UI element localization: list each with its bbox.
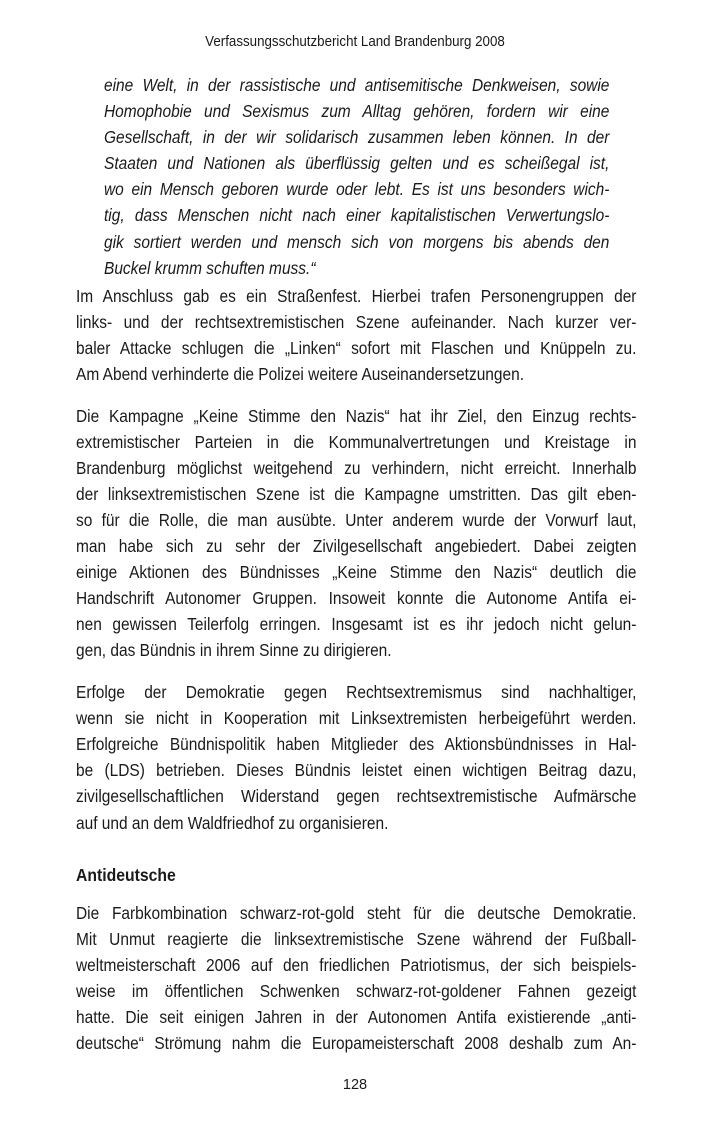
text-line: Erfolgreiche Bündnispolitik haben Mitglieder des Aktionsbündnisses in Hal-	[76, 734, 637, 755]
text-line: Im Anschluss gab es ein Straßenfest. Hierbei trafen Personengruppen der	[76, 285, 637, 306]
text-line: deutsche“ Strömung nahm die Europameisterschaft 2008 deshalb zum An-	[76, 1033, 637, 1054]
text-line: Die Farbkombination schwarz-rot-gold steht für die deutsche Demokratie.	[76, 902, 637, 923]
paragraph-antideutsche	[76, 900, 636, 1057]
text-line: Erfolge der Demokratie gegen Rechtsextremismus sind nachhaltiger,	[76, 682, 637, 703]
text-line: Handschrift Autonomer Gruppen. Insoweit konnte die Autonome Antifa ei-	[76, 588, 637, 609]
text-line: baler Attacke schlugen die „Linken“ sofort mit Flaschen und Knüppeln zu.	[76, 337, 637, 358]
page-number: 128	[342, 1077, 368, 1093]
text-line: extremistischer Parteien in die Kommunalvertretungen und Kreistage in	[76, 431, 637, 452]
text-line: weltmeisterschaft 2006 auf den friedlichen Patriotismus, der sich beispiels-	[76, 954, 637, 975]
quote-line: Buckel krumm schuften muss.“	[104, 257, 316, 278]
text-line: weise im öffentlichen Schwenken schwarz-rot-goldener Fahnen gezeigt	[76, 980, 637, 1001]
text-line: Mit Unmut reagierte die linksextremistische Szene während der Fußball-	[76, 928, 637, 949]
paragraph-democracy-success	[76, 679, 636, 836]
text-line: der linksextremistischen Szene ist die Kampagne umstritten. Das gilt eben-	[76, 483, 637, 504]
quote-line: wo ein Mensch geboren wurde oder lebt. Es ist uns besonders wich-	[104, 179, 610, 200]
text-line: zivilgesellschaftlichen Widerstand gegen rechtsextremistische Aufmärsche	[76, 786, 637, 807]
quote-line: Homophobie und Sexismus zum Alltag gehören, fordern wir eine	[104, 101, 610, 122]
text-line: gen, das Bündnis in ihrem Sinne zu dirigieren.	[76, 640, 392, 661]
quote-line: eine Welt, in der rassistische und antisemitische Denkweisen, sowie	[104, 75, 610, 95]
quote-line: gik sortiert werden und mensch sich von morgens bis abends den	[104, 231, 610, 252]
text-line: einige Aktionen des Bündnisses „Keine Stimme den Nazis“ deutlich die	[76, 562, 637, 583]
page-content	[76, 72, 636, 1072]
quote-line: Gesellschaft, in der wir solidarisch zusammen leben können. In der	[104, 127, 610, 148]
text-line: nen gewissen Teilerfolg erringen. Insgesamt ist es ihr jedoch nicht gelun-	[76, 614, 637, 635]
text-line: hatte. Die seit einigen Jahren in der Autonomen Antifa existierende „anti-	[76, 1007, 637, 1027]
text-line: links- und der rechtsextremistischen Szene aufeinander. Nach kurzer ver-	[76, 311, 637, 332]
paragraph-campaign	[76, 403, 636, 664]
text-line: man habe sich zu sehr der Zivilgesellschaft angebiedert. Dabei zeigten	[76, 536, 637, 557]
paragraph-street-festival	[76, 283, 636, 387]
text-line: Die Kampagne „Keine Stimme den Nazis“ hat ihr Ziel, den Einzug rechts-	[76, 405, 637, 426]
text-line: wenn sie nicht in Kooperation mit Linksextremisten herbeigeführt werden.	[76, 708, 637, 729]
quote-line: Staaten und Nationen als überflüssig gelten und es scheißegal ist,	[104, 153, 610, 174]
text-line: be (LDS) betrieben. Dieses Bündnis leistet einen wichtigen Beitrag dazu,	[76, 760, 637, 781]
running-header: Verfassungsschutzbericht Land Brandenburg 2008	[205, 34, 505, 50]
text-line: so für die Rolle, die man ausübte. Unter anderem wurde der Vorwurf laut,	[76, 510, 637, 530]
text-line: Am Abend verhinderte die Polizei weitere Auseinandersetzungen.	[76, 364, 525, 385]
block-quote	[104, 72, 609, 281]
section-heading: Antideutsche	[76, 864, 176, 885]
quote-line: tig, dass Menschen nicht nach einer kapitalistischen Verwertungslo-	[104, 205, 610, 226]
text-line: Brandenburg möglichst weitgehend zu verhindern, nicht erreicht. Innerhalb	[76, 457, 637, 478]
text-line: auf und an dem Waldfriedhof zu organisieren.	[76, 812, 389, 833]
